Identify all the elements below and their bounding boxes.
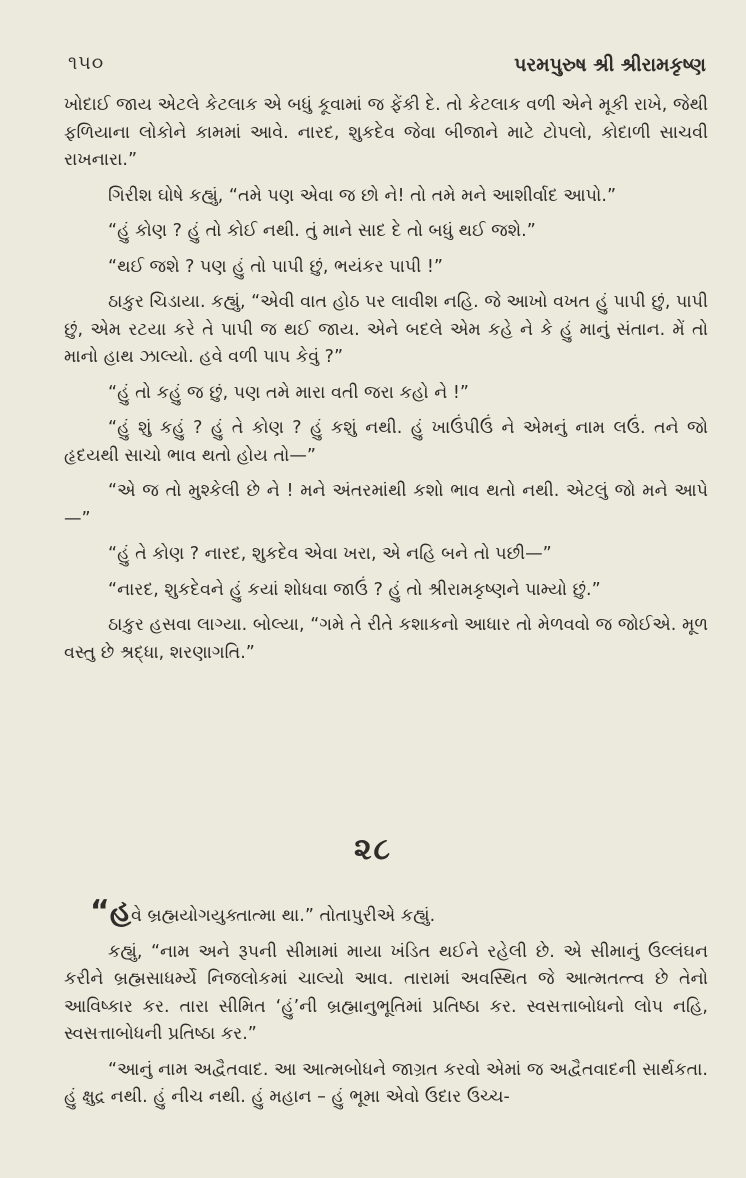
drop-cap: “હ: [90, 894, 132, 929]
paragraph: “નારદ, શુકદેવને હું કયાં શોધવા જાઉં ? હું તો શ્રીરામકૃષ્ણને પામ્યો છું.”: [108, 579, 601, 600]
paragraph: કહ્યું, “નામ અને રૂપની સીમામાં માયા ખંડિત થઈને રહેલી છે. એ સીમાનું ઉલ્લંઘન કરીને બ્રહ્મસાધર્મ્યે નિજલોકમાં ચાલ્યો આવ. તારામાં અવસ્થિત જે આત્મતત્ત્વ છે તેનો આવિષ્કાર કર. તારા સીમિત ‘હું’ની બ્રહ્માનુભૂતિમાં પ્રતિષ્ઠા કર. સ્વસત્તાબોધનો લોપ નહિ, સ્વસત્તાબોધની પ્રતિષ્ઠા કર.”: [64, 941, 708, 1044]
paragraph: “એ જ તો મુશ્કેલી છે ને ! મને અંતરમાંથી કશો ભાવ થતો નથી. એટલું જો મને આપે—”: [64, 481, 708, 529]
paragraph: ગિરીશ ઘોષે કહ્યું, “તમે પણ એવા જ છો ને! તો તમે મને આશીર્વાદ આપો.”: [108, 185, 617, 206]
opening-line: વે બ્રહ્મયોગયુક્તાત્મા થા.” તોતાપુરીએ કહ્યું.: [131, 906, 436, 926]
page-number: ૧૫૦: [68, 52, 105, 74]
body-text: [64, 92, 708, 675]
paragraph: ઠાકુર હસવા લાગ્યા. બોલ્યા, “ગમે તે રીતે કશાકનો આધાર તો મેળવવો જ જોઈએ. મૂળ વસ્તુ છે શ્રદ્ધા, શરણાગતિ.”: [64, 615, 708, 663]
paragraph: “હું કોણ ? હું તો કોઈ નથી. તું માને સાદ દે તો બધું થઈ જશે.”: [108, 221, 536, 241]
chapter-text: [64, 894, 708, 1120]
paragraph: ઠાકુર ચિડાયા. કહ્યું, “એવી વાત હોઠ પર લાવીશ નહિ. જે આખો વખત હું પાપી છું, પાપી છું, એમ રટયા કરે તે પાપી જ થઈ જાય. એને બદલે એમ કહે ને કે હું માનું સંતાન. મેં તો માનો હાથ ઝાલ્યો. હવે વળી પાપ કેવું ?”: [64, 292, 708, 367]
chapter-opening: [64, 894, 708, 931]
paragraph: “આનું નામ અદ્વૈતવાદ. આ આત્મબોધને જાગ્રત કરવો એમાં જ અદ્વૈતવાદની સાર્થકતા. હું ક્ષુદ્ર નથી. હું નીચ નથી. હું મહાન – હું ભૂમા એવો ઉદાર ઉચ્ચ-: [64, 1059, 708, 1107]
page-header: [68, 52, 706, 92]
chapter-number: ૨૮: [353, 832, 393, 867]
paragraph: ખોદાઈ જાય એટલે કેટલાક એ બધું કૂવામાં જ ફેંકી દે. તો કેટલાક વળી એને મૂકી રાખે, જેથી ફળિયાના લોકોને કામમાં આવે. નારદ, શુકદેવ જેવા બીજાને માટે ટોપલો, કોદાળી સાચવી રાખનારા.”: [64, 95, 708, 170]
paragraph: “હું તે કોણ ? નારદ, શુકદેવ એવા ખરા, એ નહિ બને તો પછી—”: [108, 544, 552, 564]
running-title: પરમપુરુષ શ્રી શ્રીરામકૃષ્ણ: [514, 54, 706, 76]
paragraph: “હું શું કહું ? હું તે કોણ ? હું કશું નથી. હું ખાઉંપીઉં ને એમનું નામ લઉં. તને જો હૃદયથી સાચો ભાવ થતો હોય તો—”: [64, 418, 708, 466]
paragraph: “થઈ જશે ? પણ હું તો પાપી છું, ભયંકર પાપી !”: [108, 256, 443, 277]
paragraph: “હું તો કહું જ છું, પણ તમે મારા વતી જરા કહો ને !”: [108, 382, 469, 403]
